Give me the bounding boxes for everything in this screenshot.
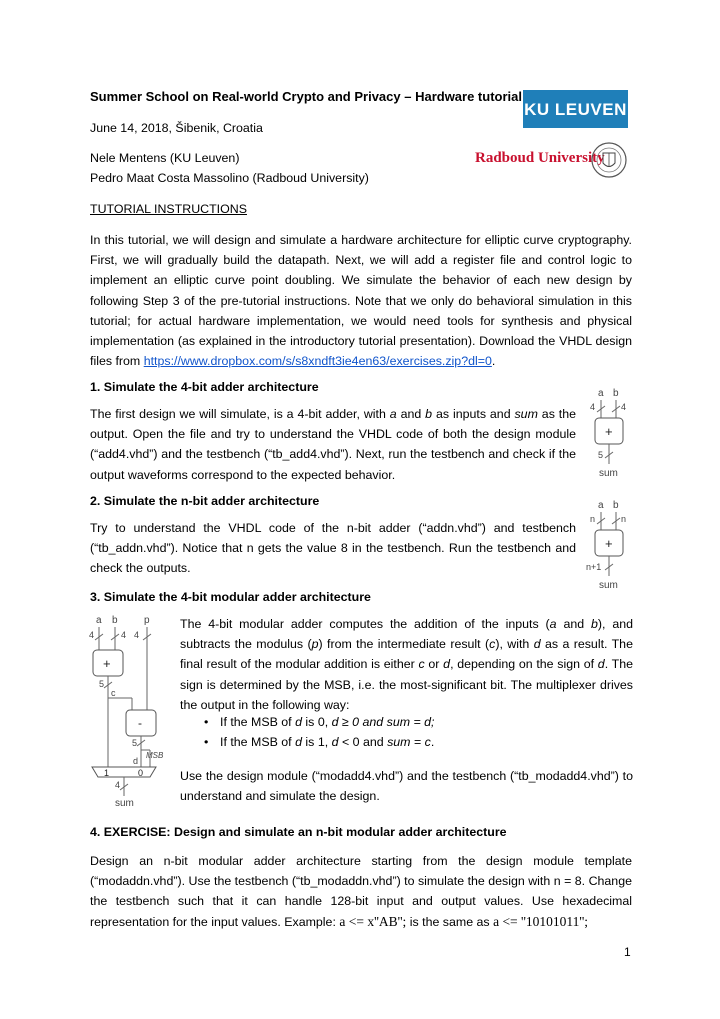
radboud-logo-text: Radboud University [475,150,605,166]
fig1-width-out: 5 [598,450,604,460]
fig3-sum: sum [115,798,134,808]
code-example-hex: a <= x''AB''; [339,913,407,929]
section-3-usage: Use the design module (“modadd4.vhd”) and the testbench (“tb_modadd4.vhd”) to understand and simulate the design. [180,769,633,804]
fig1-width-a: 4 [590,402,596,412]
fig1-b: b [613,388,619,399]
fig3-width-d: 5 [132,738,138,748]
fig3-width-c: 5 [99,679,105,689]
radboud-seal-icon [591,139,627,181]
fig3-mux [92,767,156,777]
fig3-width-out: 4 [115,780,121,790]
fig2-b: b [613,500,619,511]
mux-rule-msb-0: • If the MSB of d is 0, d ≥ 0 and sum = d; [202,712,632,732]
page-number: 1 [624,945,631,959]
fig3-width-b: 4 [121,630,127,640]
fig3-plus: + [103,656,111,671]
document-title: Summer School on Real-world Crypto and Privacy – Hardware tutorial [90,89,522,104]
fig1-plus: + [605,424,613,439]
mux-rule-list [202,712,632,752]
fig2-width-a: n [590,514,596,524]
fig3-a: a [96,615,102,626]
fig3-minus: - [138,716,142,730]
fig1-width-b: 4 [621,402,627,412]
section-3-paragraph: The 4-bit modular adder computes the addition of the inputs (a and b), and subtracts the modulus (p) from the intermediate result (c), with d as a result. The final result of the modular addition is either c or d, depending on the sign of d. The sign is determined by the MSB, i.e. the most-significant bit. The multiplexer drives the output in the following way: [180,617,633,712]
author-1: Nele Mentens (KU Leuven) [90,151,240,165]
section-3-heading: 3. Simulate the 4-bit modular adder architecture [90,590,371,604]
adder-4bit-diagram [585,384,635,480]
fig2-plus: + [605,536,613,551]
fig2-width-b: n [621,514,627,524]
download-link[interactable]: https://www.dropbox.com/s/s8xndft3ie4en63/exercises.zip?dl=0 [143,354,492,369]
fig1-a: a [598,388,604,399]
fig3-b: b [112,615,118,626]
fig2-sum: sum [599,580,618,591]
section-4-heading: 4. EXERCISE: Design and simulate an n-bit modular adder architecture [90,825,507,839]
author-2: Pedro Maat Costa Massolino (Radboud University) [90,171,369,185]
fig3-msb: MSB [146,751,164,760]
fig3-c: c [111,688,116,698]
modular-adder-diagram [88,612,168,808]
adder-nbit-diagram [585,496,635,592]
fig3-d: d [133,756,139,766]
section-1-paragraph: The first design we will simulate, is a 4-bit adder, with a and b as inputs and sum as the output. Open the file and try to understand the VHDL code of both the design module (“add4.vhd”) and the testbench (“tb_add4.vhd”). Next, run the testbench and check if the output waveforms correspond to the expected behavior. [90,407,577,482]
fig3-p: p [144,615,150,626]
section-2-heading: 2. Simulate the n-bit adder architecture [90,494,320,508]
section-2-paragraph: Try to understand the VHDL code of the n-bit adder (“addn.vhd”) and testbench (“tb_addn.vhd”). Notice that n gets the value 8 in the testbench. Run the testbench and check the outputs. [90,521,576,576]
fig3-mux-0: 0 [138,768,144,778]
fig3-mux-1: 1 [104,768,110,778]
fig3-width-a: 4 [89,630,95,640]
code-example-binary: a <= ''10101011''; [493,913,589,929]
fig3-width-p: 4 [134,630,140,640]
section-label: TUTORIAL INSTRUCTIONS [90,202,247,216]
mux-rule-msb-1: • If the MSB of d is 1, d < 0 and sum = c. [202,732,632,752]
section-1-heading: 1. Simulate the 4-bit adder architecture [90,380,319,394]
fig1-sum: sum [599,468,618,479]
section-4-paragraph: Design an n-bit modular adder architecture starting from the design module template (“modaddn.vhd”). Use the testbench (“tb_modaddn.vhd”) to simulate the design with n = 8. Change the testbench such that it can handle 128-bit input and output values. Use hexadecimal representation for the input values. Example: a <= x''AB''; is the same as a <= ''10101011''; [90,854,632,929]
intro-paragraph: In this tutorial, we will design and simulate a hardware architecture for elliptic curve cryptography. First, we will gradually build the datapath. Next, we will add a register file and control logic to implement an elliptic curve point doubling. We simulate the behavior of each new design by following Step 3 of the pre-tutorial instructions. Note that we only do behavioral simulation in this tutorial; for actual hardware implementation, we would need tools for synthesis and physical implementation (as explained in the introductory tutorial presentation). Download the VHDL design files from https://www.dropbox.com/s/s8xndft3ie4en63/exercises.zip?dl=0. [90,233,632,369]
date-location: June 14, 2018, Šibenik, Croatia [90,121,263,135]
ku-leuven-logo: KU LEUVEN [523,90,628,128]
fig2-a: a [598,500,604,511]
fig2-width-out: n+1 [586,562,602,572]
